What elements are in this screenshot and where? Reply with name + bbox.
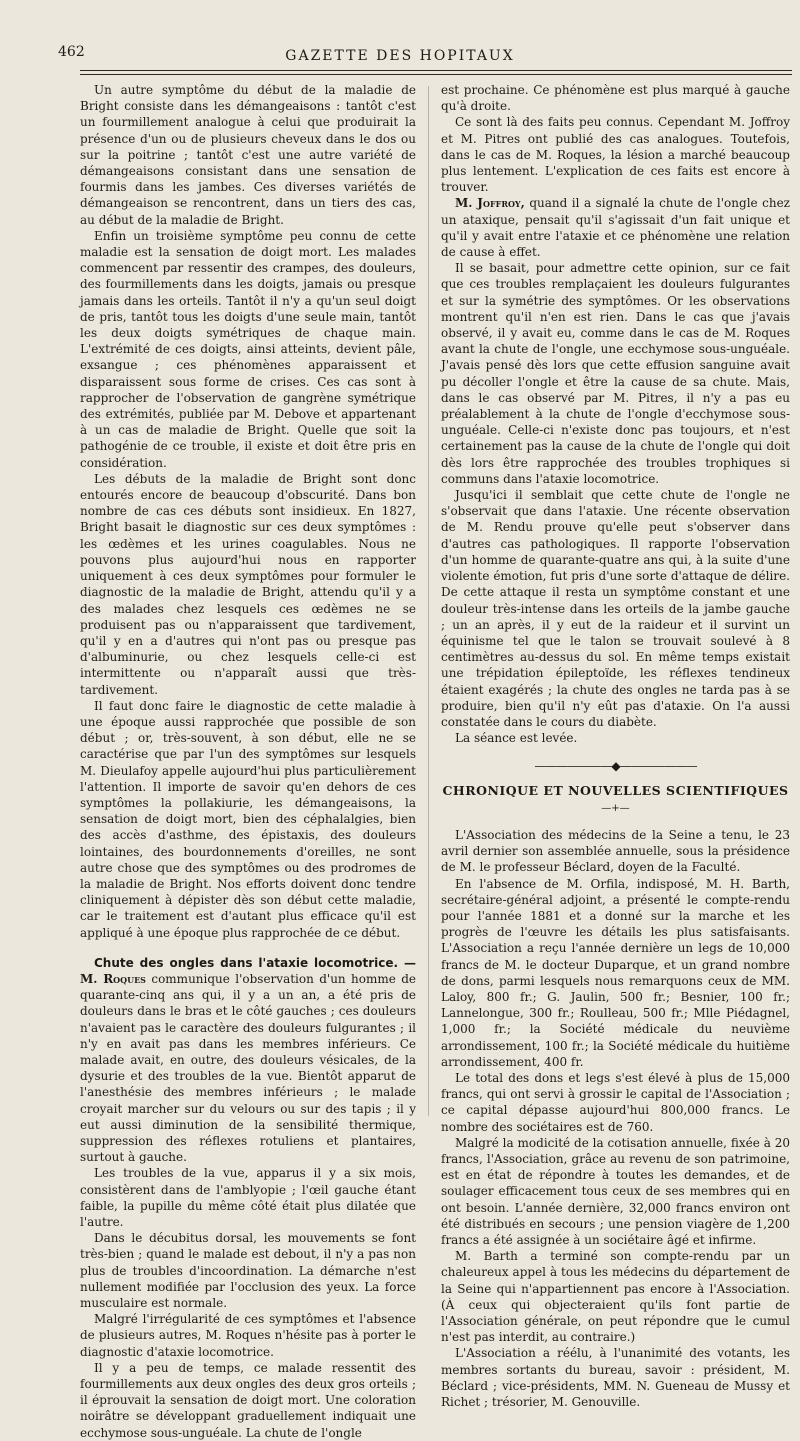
paragraph: Enfin un troisième symptôme peu connu de cette maladie est la sensation de doigt mort. Les malades commencent par ressentir des crampes, des douleurs, des fourmillements dans les doigts, jamais ou presque jamais dans les orteils. Tantôt il n'y a qu'un seul doigt de pris, tantôt tous les doigts d'une seule main, tantôt les deux doigts symétriques de chaque main. L'extrémité de ces doigts, ainsi atteints, devient pâle, exsangue ; ces phénomènes apparaissent et disparaissent sous forme de crises. Ces cas sont à rapprocher de l'observation de gangrène symétrique des extrémités, publiée par M. Debove et appartenant à un cas de maladie de Bright. Quelle que soit la pathogénie de ce trouble, il existe et doit être pris en considération. [80, 228, 416, 470]
paragraph: Les débuts de la maladie de Bright sont donc entourés encore de beaucoup d'obscurité. Dans bon nombre de cas ces débuts sont insidieux. En 1827, Bright basait le diagnostic sur ces deux symptômes : les œdèmes et les urines coagulables. Nous ne pouvons plus aujourd'hui nous en rapporter uniquement à ces deux symptômes pour formuler le diagnostic de la maladie de Bright, attendu qu'il y a des malades chez lesquels ces œdèmes ne se produisent pas ou n'apparaissent que tardivement, qu'il y en a d'autres qui n'ont pas ou presque pas d'albuminurie, ou chez lesquels celle-ci est intermittente ou n'apparaît aussi que très-tardivement. [80, 471, 416, 697]
paragraph: Il faut donc faire le diagnostic de cette maladie à une époque aussi rapprochée que possible de son début ; or, très-souvent, à son début, elle ne se caractérise que par l'un des symptômes sur lesquels M. Dieulafoy appelle aujourd'hui plus particulièrement l'attention. Il importe de savoir qu'en dehors de ces symptômes la pollakiurie, les démangeaisons, la sensation de doigt mort, bien des céphalalgies, bien des accès d'asthme, des épistaxis, des douleurs lointaines, des bourdonnements d'oreilles, ne sont autre chose que des symptômes ou des prodromes de la maladie de Bright. Nos efforts doivent donc tendre cliniquement à dépister dès son début cette maladie, car le traitement est d'autant plus efficace qu'il est appliqué à une époque plus rapprochée de ce début. [80, 698, 416, 940]
section-lead-heading: Chute des ongles dans l'ataxie locomotrice. — [94, 955, 416, 970]
page-number: 462 [58, 44, 85, 60]
left-column [80, 82, 416, 1441]
paragraph-closing: La séance est levée. [455, 731, 578, 746]
paragraph: Un autre symptôme du début de la maladie de Bright consiste dans les démangeaisons : tantôt c'est un fourmillement analogue à celui que produirait la présence d'un ou de plusieurs cheveux dans le dos ou sur la poitrine ; tantôt c'est une autre variété de démangeaisons consistant dans une sensation de fourmis dans les jambes. Ces diverses variétés de démangeaison se rencontrent, dans un tiers des cas, au début de la maladie de Bright. [80, 83, 416, 227]
header-rule-double [80, 74, 792, 75]
paragraph: L'Association des médecins de la Seine a tenu, le 23 avril dernier son assemblée annuelle, sous la présidence de M. le professeur Béclard, doyen de la Faculté. [441, 827, 790, 875]
column-divider [428, 86, 429, 1116]
speaker-name: M. Joffroy, [455, 196, 525, 211]
small-ornament: —+— [601, 802, 630, 814]
paragraph: Malgré l'irrégularité de ces symptômes et l'absence de plusieurs autres, M. Roques n'hésite pas à porter le diagnostic d'ataxie locomotrice. [80, 1312, 416, 1359]
paragraph: Malgré la modicité de la cotisation annuelle, fixée à 20 francs, l'Association, grâce au revenu de son patrimoine, est en état de répondre à toutes les demandes, et de soulager efficacement tous ceux de ses membres qui en ont besoin. L'année dernière, 32,000 francs environ ont été distribués en secours ; une pension viagère de 1,200 francs a été assignée à un sociétaire âgé et infirme. [441, 1135, 790, 1248]
running-head: GAZETTE DES HOPITAUX [285, 48, 515, 64]
paragraph: Le total des dons et legs s'est élevé à plus de 15,000 francs, qui ont servi à grossir le capital de l'Association ; ce capital dépasse aujourd'hui 800,000 francs. Le nombre des sociétaires est de 760. [441, 1070, 790, 1134]
section-title: CHRONIQUE ET NOUVELLES SCIENTIFIQUES [442, 782, 789, 798]
paragraph-text: quand il a signalé la chute de l'ongle chez un ataxique, pensait qu'il s'agissait d'un fait unique et qu'il y avait entre l'ataxie et ce phénomène une relation de cause à effet. [441, 196, 790, 260]
paragraph-joffroy [441, 195, 790, 260]
paragraph-text: communique l'observation d'un homme de quarante-cinq ans qui, il y a un an, a été pris de douleurs dans le bras et le côté gauches ; ces douleurs n'avaient pas le caractère des douleurs fulgurantes ; il n'y en avait pas dans les membres inférieurs. Ce malade avait, en outre, des douleurs vésicales, de la dysurie et des troubles de la vue. Bientôt apparut de l'anesthésie des membres inférieurs ; le malade croyait marcher sur du velours ou sur des tapis ; il y eut aussi diminution de la sensibilité thermique, suppression des réflexes rotuliens et plantaires, surtout à gauche. [80, 971, 416, 1165]
paragraph: Les troubles de la vue, apparus il y a six mois, consistèrent dans de l'amblyopie ; l'œil gauche étant faible, la pupille du même côté était plus dilatée que l'autre. [80, 1166, 416, 1230]
paragraph: Ce sont là des faits peu connus. Cependant M. Joffroy et M. Pitres ont publié des cas analogues. Toutefois, dans le cas de M. Roques, la lésion a marché beaucoup plus lentement. L'explication de ces faits est encore à trouver. [441, 115, 790, 195]
speaker-name: M. Roques [80, 971, 146, 986]
paragraph: Jusqu'ici il semblait que cette chute de l'ongle ne s'observait que dans l'ataxie. Une récente observation de M. Rendu prouve qu'elle peut s'observer dans d'autres cas pathologiques. Il rapporte l'observation d'un homme de quarante-quatre ans qui, à la suite d'une violente émotion, fut pris d'une sorte d'attaque de délire. De cette attaque il resta un symptôme constant et une douleur très-intense dans les orteils de la jambe gauche ; un an après, il y eut de la raideur et il survint un équinisme tel que le talon se trouvait soulevé à 8 centimètres au-dessus du sol. En même temps existait une trépidation épileptoïde, les réflexes tendineux étaient exagérés ; la chute des ongles ne tarda pas à se produire, bien qu'il n'y eût pas d'ataxie. On l'a aussi constatée dans le cours du diabète. [441, 488, 790, 729]
paragraph: Il y a peu de temps, ce malade ressentit des fourmillements aux deux ongles des deux gros orteils ; il éprouvait la sensation de doigt mort. Une coloration noirâtre se développant graduellement indiquait une ecchymose sous-unguéale. La chute de l'ongle [80, 1360, 416, 1440]
header-rule [80, 70, 792, 71]
paragraph: Dans le décubitus dorsal, les mouvements se font très-bien ; quand le malade est debout, il n'y a pas non plus de troubles d'incoordination. La démarche n'est nullement modifiée par l'occlusion des yeux. La force musculaire est normale. [80, 1231, 416, 1311]
divider-ornament: ———————◆——————— [534, 759, 697, 774]
paragraph-continued: est prochaine. Ce phénomène est plus marqué à gauche qu'à droite. [441, 83, 790, 114]
right-column [441, 82, 790, 1410]
paragraph: L'Association a réélu, à l'unanimité des votants, les membres sortants du bureau, savoir : président, M. Béclard ; vice-présidents, MM. N. Gueneau de Mussy et Richet ; trésorier, M. Genouville. [441, 1346, 790, 1410]
section-paragraph-chute-des-ongles [80, 955, 416, 1166]
paragraph: Il se basait, pour admettre cette opinion, sur ce fait que ces troubles remplaçaient les douleurs fulgurantes et sur la symétrie des symptômes. Or les observations montrent qu'il n'en est rien. Dans le cas que j'avais observé, il y avait eu, comme dans le cas de M. Roques avant la chute de l'ongle, une ecchymose sous-unguéale. J'avais pensé dès lors que cette effusion sanguine avait pu décoller l'ongle et être la cause de sa chute. Mais, dans le cas observé par M. Pitres, il n'y a pas eu préalablement à la chute de l'ongle d'ecchymose sous-unguéale. Celle-ci n'existe donc pas toujours, et n'est certainement pas la cause de la chute de l'ongle qui doit dès lors être rapprochée des troubles trophiques si communs dans l'ataxie locomotrice. [441, 261, 790, 486]
paragraph: En l'absence de M. Orfila, indisposé, M. H. Barth, secrétaire-général adjoint, a présenté le compte-rendu pour l'année 1881 et a donné sur la marche et les progrès de l'œuvre les détails les plus satisfaisants. L'Association a reçu l'année dernière un legs de 10,000 francs de M. le docteur Duparque, et un grand nombre de dons, parmi lesquels nous remarquons ceux de MM. Laloy, 800 fr.; G. Jaulin, 500 fr.; Besnier, 100 fr.; Lannelongue, 300 fr.; Roulleau, 500 fr.; Mlle Piédagnel, 1,000 fr.; la Société médicale du neuvième arrondissement, 100 fr.; la Société médicale du huitième arrondissement, 400 fr. [441, 876, 790, 1069]
paragraph: M. Barth a terminé son compte-rendu par un chaleureux appel à tous les médecins du département de la Seine qui n'appartiennent pas encore à l'Association. (À ceux qui objecteraient qu'ils font partie de l'Association générale, on peut répondre que le cumul n'est pas interdit, au contraire.) [441, 1249, 790, 1345]
